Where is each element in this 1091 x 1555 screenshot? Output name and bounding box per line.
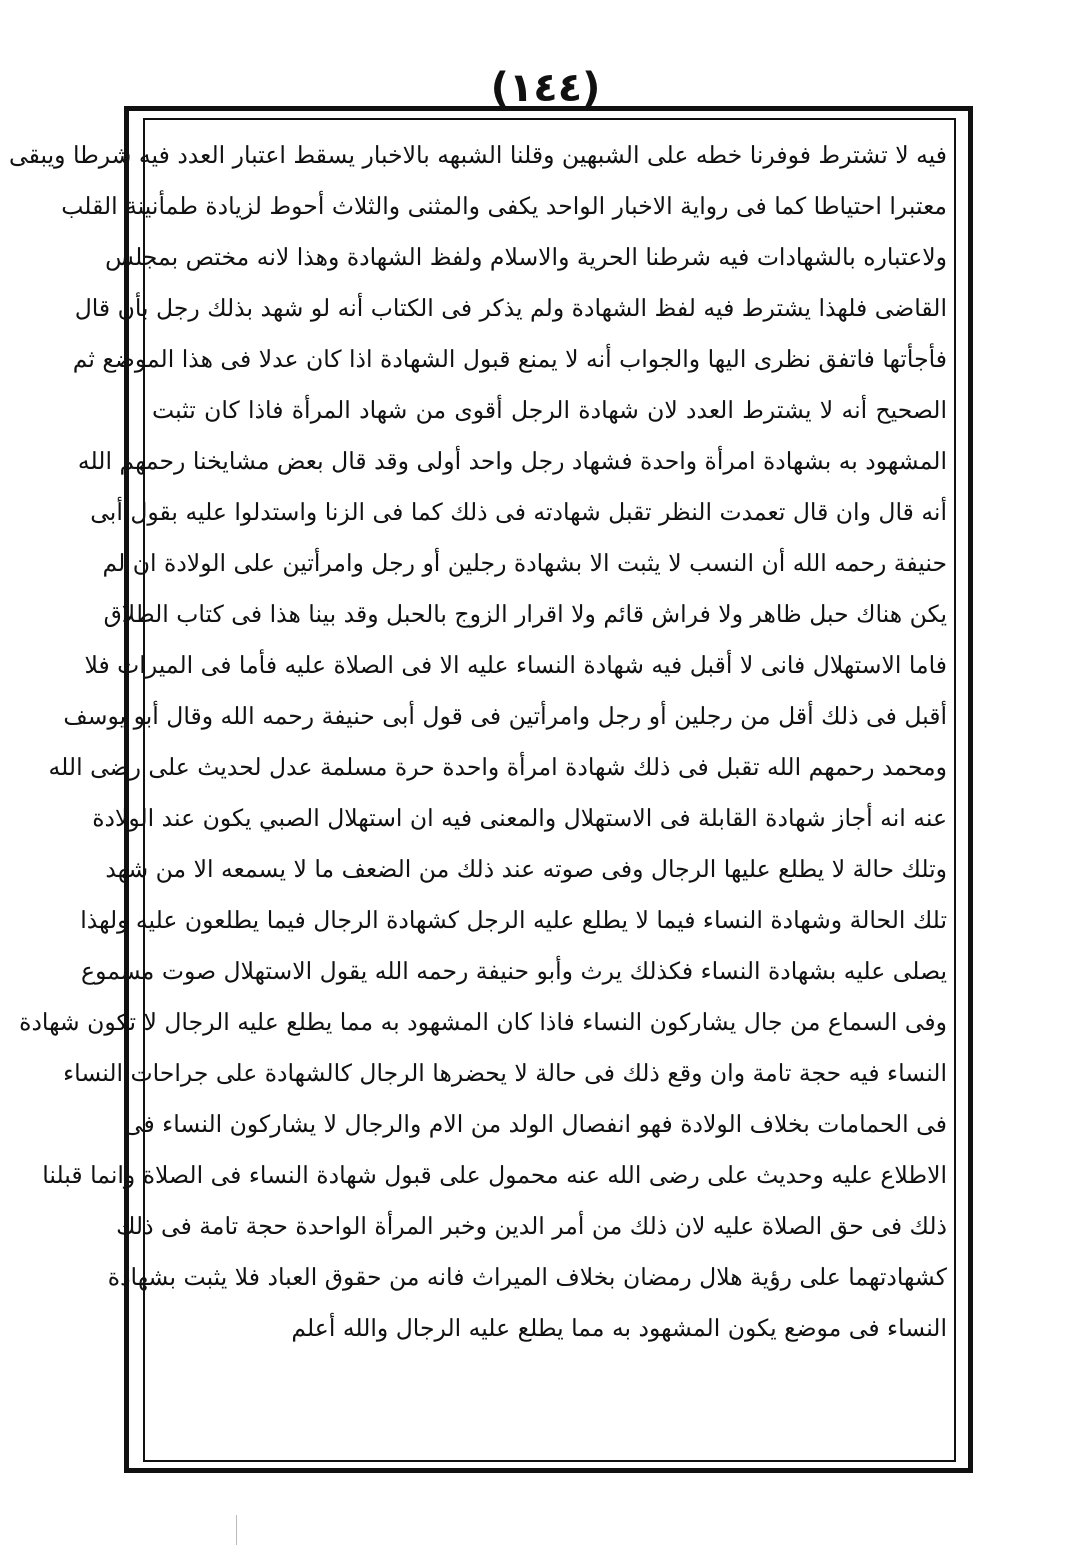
- text-line: تلك الحالة وشهادة النساء فيما لا يطلع عليه الرجل كشهادة الرجال فيما يطلعون عليه ولهذا: [80, 906, 947, 934]
- text-line: الصحيح أنه لا يشترط العدد لان شهادة الرجل أقوى من شهاد المرأة فاذا كان تثبت: [152, 396, 947, 424]
- text-line: عنه انه أجاز شهادة القابلة فى الاستهلال والمعنى فيه ان استهلال الصبي يكون عند الولادة: [92, 804, 947, 832]
- text-line: أنه قال وان قال تعمدت النظر تقبل شهادته فى ذلك كما فى الزنا واستدلوا عليه بقول أبى: [90, 498, 947, 526]
- text-line: وفى السماع من جال يشاركون النساء فاذا كان المشهود به مما يطلع عليه الرجال لا تكون شهادة: [19, 1008, 947, 1036]
- text-line: يكن هناك حبل ظاهر ولا فراش قائم ولا اقرار الزوج بالحبل وقد بينا هذا فى كتاب الطلاق: [103, 600, 947, 628]
- text-line: النساء فيه حجة تامة وان وقع ذلك فى حالة لا يحضرها الرجال كالشهادة على جراحات النساء: [63, 1059, 947, 1087]
- text-line: كشهادتهما على رؤية هلال رمضان بخلاف الميراث فانه من حقوق العباد فلا يثبت بشهادة: [107, 1263, 947, 1291]
- text-line: وتلك حالة لا يطلع عليها الرجال وفى صوته عند ذلك من الضعف ما لا يسمعه الا من شهد: [105, 855, 947, 883]
- text-line: ذلك فى حق الصلاة عليه لان ذلك من أمر الدين وخبر المرأة الواحدة حجة تامة فى ذلك: [116, 1212, 947, 1240]
- text-line: فيه لا تشترط فوفرنا خطه على الشبهين وقلنا الشبهه بالاخبار يسقط اعتبار العدد فيه شرطا ويبقى: [9, 141, 947, 169]
- text-line: ومحمد رحمهم الله تقبل فى ذلك شهادة امرأة واحدة حرة مسلمة عدل لحديث على رضى الله: [48, 753, 947, 781]
- text-line-last: النساء فى موضع يكون المشهود به مما يطلع عليه الرجال والله أعلم: [291, 1314, 947, 1342]
- text-line: القاضى فلهذا يشترط فيه لفظ الشهادة ولم يذكر فى الكتاب أنه لو شهد بذلك رجل بأن قال: [74, 294, 947, 322]
- text-line: يصلى عليه بشهادة النساء فكذلك يرث وأبو حنيفة رحمه الله يقول الاستهلال صوت مسموع: [81, 957, 947, 985]
- text-line: فى الحمامات بخلاف الولادة فهو انفصال الولد من الام والرجال لا يشاركون النساء فى: [123, 1110, 947, 1138]
- scan-mark: [236, 1515, 237, 1545]
- page-number: (١٤٤): [490, 65, 601, 111]
- text-line: معتبرا احتياطا كما فى رواية الاخبار الواحد يكفى والمثنى والثلاث أحوط لزيادة طمأنينة القلب: [61, 192, 947, 220]
- text-line: الاطلاع عليه وحديث على رضى الله عنه محمول على قبول شهادة النساء فى الصلاة وانما قبلنا: [42, 1161, 947, 1189]
- body-text: [9, 130, 947, 1354]
- text-line: فاما الاستهلال فانى لا أقبل فيه شهادة النساء عليه الا فى الصلاة عليه فأما فى الميراث فلا: [84, 651, 947, 679]
- text-line: أقبل فى ذلك أقل من رجلين أو رجل وامرأتين فى قول أبى حنيفة رحمه الله وقال أبو يوسف: [63, 702, 947, 730]
- text-line: فأجأتها فاتفق نظرى اليها والجواب أنه لا يمنع قبول الشهادة اذا كان عدلا فى هذا الموضع ثم: [72, 345, 947, 373]
- text-line: المشهود به بشهادة امرأة واحدة فشهاد رجل واحد أولى وقد قال بعض مشايخنا رحمهم الله: [77, 447, 947, 475]
- text-line: حنيفة رحمه الله أن النسب لا يثبت الا بشهادة رجلين أو رجل وامرأتين على الولادة ان لم: [102, 549, 947, 577]
- text-line: ولاعتباره بالشهادات فيه شرطنا الحرية والاسلام ولفظ الشهادة وهذا لانه مختص بمجلس: [105, 243, 947, 271]
